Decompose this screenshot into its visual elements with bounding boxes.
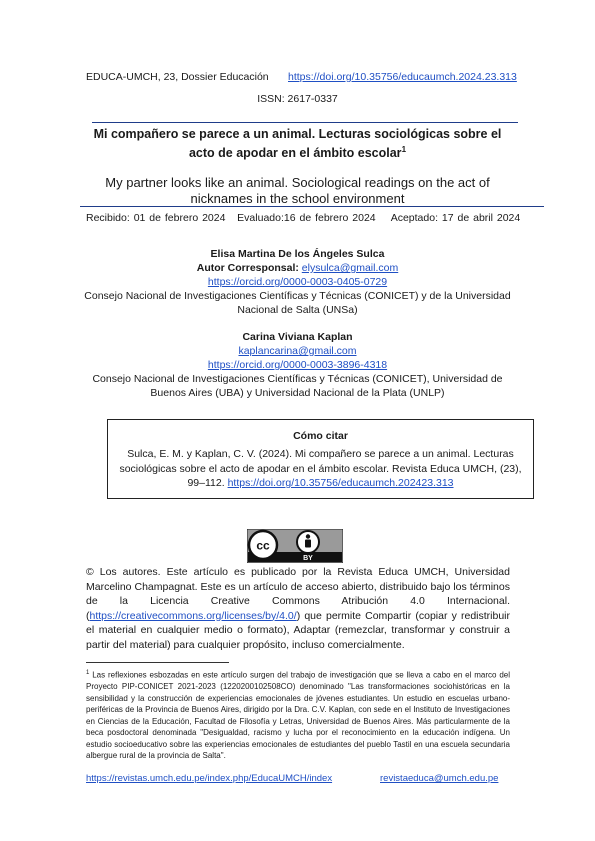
citation-heading: Cómo citar (293, 430, 348, 442)
license-text-after: ) que permite Compartir (copiar y redistribuir el material en cualquier medio o formato), Adaptar (remezclar, transformar y construir a partir del material) para cualquier propósito, incluso comercialmente. (86, 609, 510, 651)
footnote-text: Las reflexiones esbozadas en este artículo surgen del trabajo de investigación que se lleva a cabo en el marco del Proyecto PIP-CONICET 2021-2023 (1220200102508CO) denominado "Las transformaciones sociohistóricas en la sensibilidad y la construcción de experiencias emocionales de jóvenes estudiantes. Un estudio en escuelas urbano-periféricas de la Provincia de Buenos Aires, dirigido por la Dra. C.V. Kaplan, con sede en el Instituto de Investigaciones en Ciencias de la Educación, Facultad de Filosofía y Letras, Universidad de Buenos Aires. Más particularmente de la beca posdoctoral denominada "Desigualdad, racismo y lucha por el reconocimiento en la educación indígena. Un estudio socioeducativo sobre las experiencias emocionales de estudiantes del pueblo Tastil en una escuela secundaria albergue rural de la provincia de Salta". (86, 670, 510, 761)
footnote-mark: 1 (86, 670, 90, 676)
submission-dates: Recibido: 01 de febrero 2024 Evaluado:16 de febrero 2024 Aceptado: 17 de abril 2024 (86, 212, 521, 224)
journal-url-link[interactable]: https://revistas.umch.edu.pe/index.php/EducaUMCH/index (86, 773, 333, 784)
author-1-name: Elisa Martina De los Ángeles Sulca (210, 248, 385, 260)
title-bottom-rule (80, 206, 544, 207)
license-text-before: © Los autores. Este artículo es publicado por la Revista Educa UMCH, Universidad Marcelino Champagnat. Este es un artículo de acceso abierto, distribuido bajo los términos de la Licencia Creative Commons Atribución 4.0 Internacional. ( (86, 566, 510, 622)
author-2 (80, 330, 515, 400)
author-2-affiliation: Consejo Nacional de Investigaciones Científicas y Técnicas (CONICET), Universidad de Buenos Aires (UBA) y Universidad Nacional de la Plata (UNLP) (92, 373, 503, 399)
author-1 (80, 247, 515, 317)
journal-header: EDUCA-UMCH, 23, Dossier Educación (86, 71, 269, 83)
author-2-orcid[interactable]: https://orcid.org/0000-0003-3896-4318 (207, 359, 388, 371)
citation-text-block (116, 447, 525, 491)
header-doi-link[interactable]: https://doi.org/10.35756/educaumch.2024.23.313 (288, 71, 517, 83)
author-2-email[interactable]: kaplancarina@gmail.com (238, 345, 357, 357)
article-title-en: My partner looks like an animal. Sociological readings on the act of nicknames in the school environment (105, 175, 490, 206)
issn: ISSN: 2617-0337 (257, 93, 338, 105)
author-1-affiliation: Consejo Nacional de Investigaciones Científicas y Técnicas (CONICET) y de la Universidad Nacional de Salta (UNSa) (84, 290, 511, 316)
license-url-link[interactable]: https://creativecommons.org/licenses/by/4.0/ (89, 609, 297, 622)
citation-box (107, 419, 534, 499)
journal-email-link[interactable]: revistaeduca@umch.edu.pe (380, 773, 499, 784)
title-footnote-mark[interactable]: 1 (401, 145, 407, 154)
corresponding-label: Autor Corresponsal: (196, 262, 299, 274)
author-1-email[interactable]: elysulca@gmail.com (301, 262, 399, 274)
author-2-name: Carina Viviana Kaplan (242, 331, 353, 343)
footnote (86, 668, 510, 762)
title-top-rule (92, 122, 518, 123)
article-title-es (80, 126, 515, 161)
cc-mark: cc (256, 538, 270, 553)
cc-by-license-badge[interactable] (247, 529, 343, 563)
license-text (86, 565, 510, 652)
citation-text: Sulca, E. M. y Kaplan, C. V. (2024). Mi compañero se parece a un animal. Lecturas sociológicas sobre el acto de apodar en el ámbito escolar. Revista Educa UMCH, (23), 99–112. (119, 448, 522, 489)
citation-doi-link[interactable]: https://doi.org/10.35756/educaumch.202423.313 (227, 477, 454, 489)
title-es-text: Mi compañero se parece a un animal. Lecturas sociológicas sobre el acto de apodar en el ámbito escolar (93, 127, 502, 161)
footnote-separator (86, 662, 229, 663)
author-1-corresponding (80, 261, 515, 275)
author-1-orcid[interactable]: https://orcid.org/0000-0003-0405-0729 (207, 276, 388, 288)
by-label: BY (303, 555, 313, 562)
